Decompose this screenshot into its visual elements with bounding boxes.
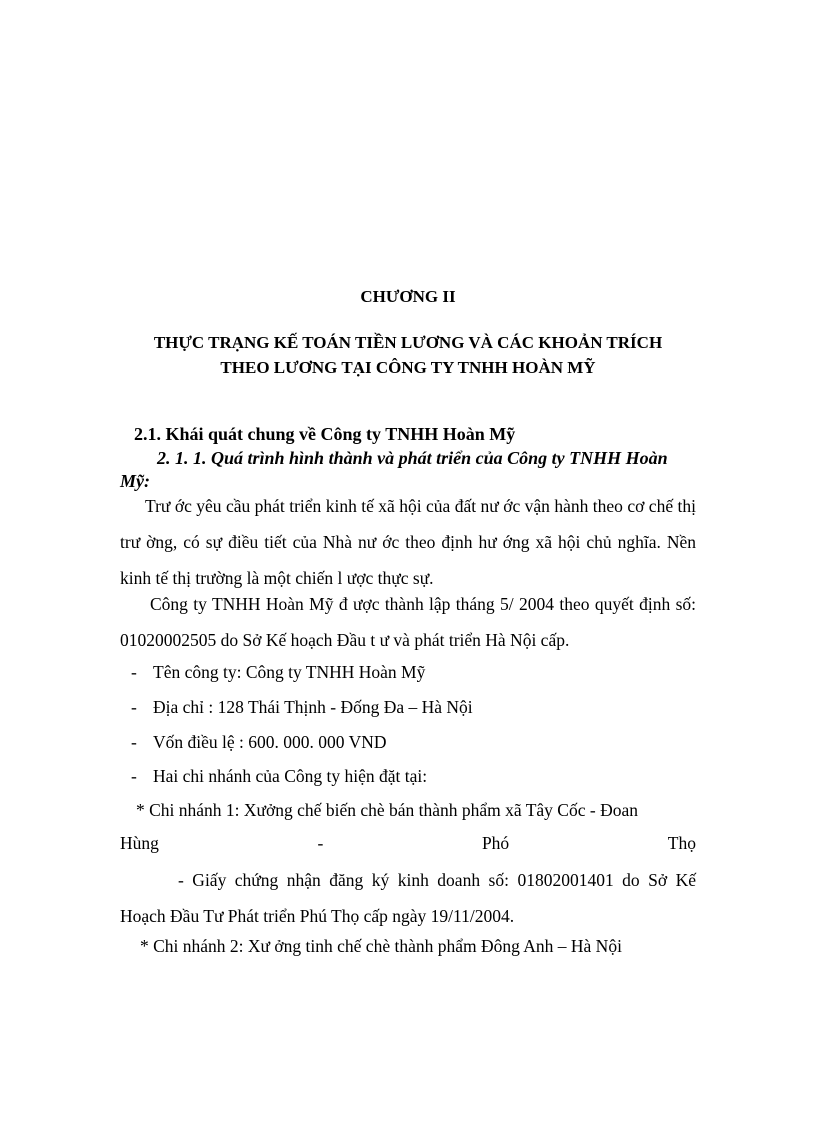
chapter-title-line-2: THEO LƯƠNG TẠI CÔNG TY TNHH HOÀN MỸ [220,358,596,377]
bullet-address [131,697,473,718]
capital-text: Vốn điều lệ : 600. 000. 000 VND [153,732,387,752]
address-text: Địa chỉ : 128 Thái Thịnh - Đống Đa – Hà Nội [153,697,473,717]
bullet-dash: - [131,766,137,786]
bullet-branches [131,766,427,787]
branch-1-license: - Giấy chứng nhận đăng ký kinh doanh số: 01802001401 do Sở Kế Hoạch Đầu Tư Phát triển Phú Thọ cấp ngày 19/11/2004. [120,870,696,926]
bullet-dash: - [131,697,137,717]
section-heading: 2.1. Khái quát chung về Công ty TNHH Hoàn Mỹ [134,424,516,444]
chapter-number: CHƯƠNG II [360,287,456,306]
bullet-dash: - [131,662,137,682]
paragraph-establishment: Công ty TNHH Hoàn Mỹ đ ược thành lập tháng 5/ 2004 theo quyết định số: 01020002505 do Sở Kế hoạch Đầu t ư và phát triển Hà Nội cấp. [120,594,696,650]
chapter-title-line-1: THỰC TRẠNG KẾ TOÁN TIỀN LƯƠNG VÀ CÁC KHOẢN TRÍCH [153,333,663,352]
branch-2-line: * Chi nhánh 2: Xư ởng tinh chế chè thành phẩm Đông Anh – Hà Nội [140,936,622,956]
location-word-3: Phó [481,833,510,853]
bullet-company-name [131,662,425,683]
company-name-text: Tên công ty: Công ty TNHH Hoàn Mỹ [153,662,426,682]
bullet-dash: - [131,732,137,752]
bullet-capital [131,732,386,753]
location-word-1: Hùng [120,833,159,853]
subsection-heading: 2. 1. 1. Quá trình hình thành và phát triển của Công ty TNHH Hoàn Mỹ: [120,448,668,491]
location-word-2: - [317,833,324,853]
chapter-title [0,330,816,380]
location-word-4: Thọ [667,833,696,853]
branch-1-line: * Chi nhánh 1: Xưởng chế biến chè bán thành phẩm xã Tây Cốc - Đoan [136,800,638,820]
branches-text: Hai chi nhánh của Công ty hiện đặt tại: [153,766,428,786]
branch-1-location-line [120,833,696,854]
paragraph-market-economy: Trư ớc yêu cầu phát triển kinh tế xã hội của đất nư ớc vận hành theo cơ chế thị trư ờng, có sự điều tiết của Nhà nư ớc theo định hư ớng xã hội chủ nghĩa. Nền kinh tế thị trường là một chiến l ược thực sự. [120,496,696,588]
